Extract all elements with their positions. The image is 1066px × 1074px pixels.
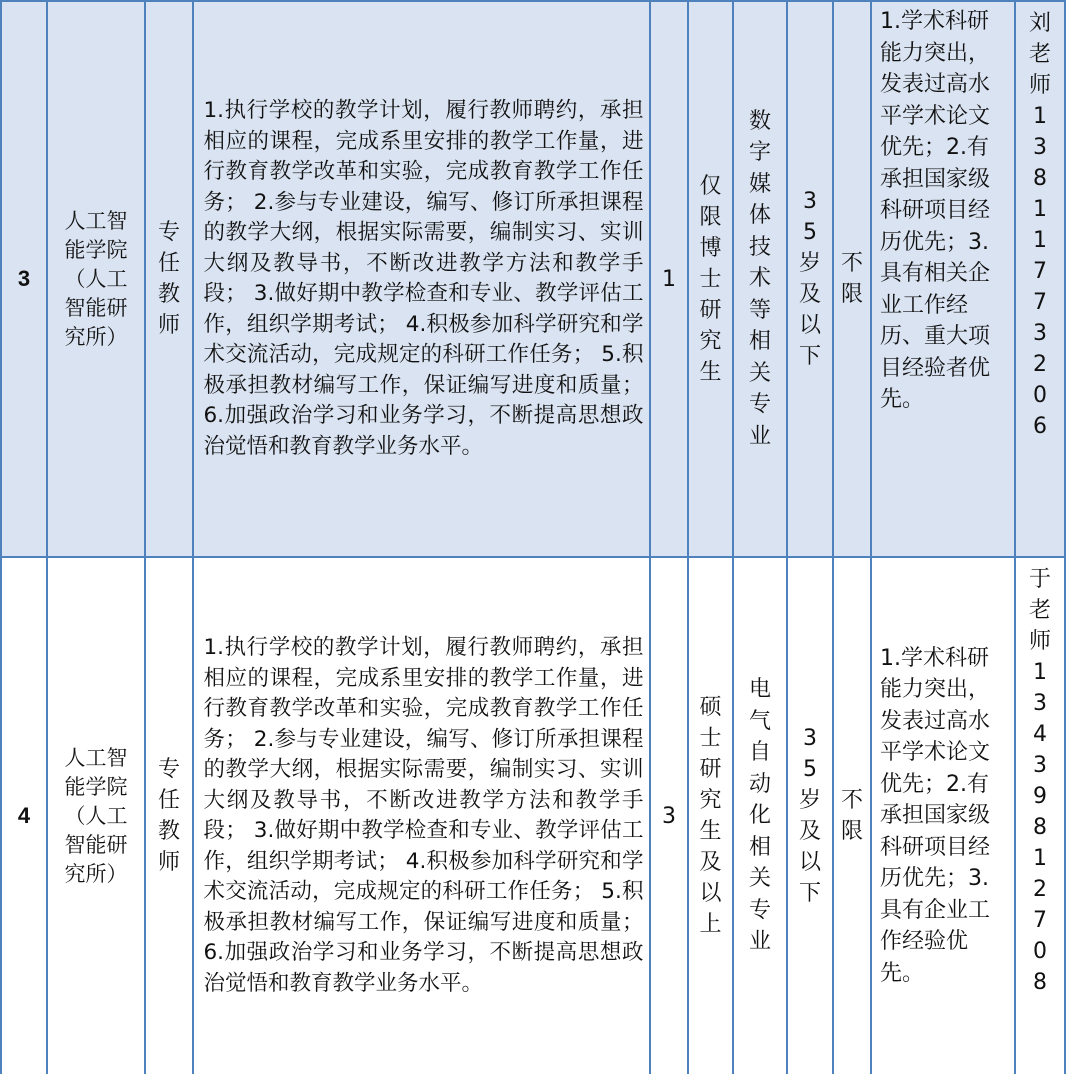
unit-cell [48,558,146,1074]
major-requirement: 电气自动化相关专业 [748,677,771,955]
row-number: 4 [17,803,31,828]
unit-name: 人工智能学院（人工智能研究所） [64,745,128,886]
contact-info: 刘老师13811773206 [1028,11,1051,439]
education-requirement: 硕士研究生及以上 [699,695,722,937]
position-cell [146,558,194,1074]
position-name: 专任教师 [157,757,180,875]
age-cell [788,558,834,1074]
other-limit: 不限 [840,251,863,307]
extra-requirements: 1.学术科研能力突出，发表过高水平学术论文优先；2.有承担国家级科研项目经历优先；3.具有相关企业工作经历、重大项目经验者优先。 [880,9,991,412]
table-row [0,2,1066,556]
row-number-cell [0,2,48,556]
age-requirement: 35岁及以下 [798,189,821,369]
major-cell [734,558,788,1074]
row-number-cell [0,558,48,1074]
education-requirement: 仅限博士研究生 [699,173,722,385]
age-cell [788,2,834,556]
major-cell [734,2,788,556]
table-row [0,556,1066,1074]
requirements-cell [872,2,1016,556]
age-requirement: 35岁及以下 [798,726,821,906]
education-cell [689,558,734,1074]
duties-cell [194,558,651,1074]
other-limit: 不限 [840,788,863,844]
job-duties: 1.执行学校的教学计划，履行教师聘约，承担相应的课程，完成系里安排的教学工作量，进行教育教学改革和实验，完成教育教学工作任务； 2.参与专业建设，编写、修订所承担课程的教学大纲，根据实际需要，编制实习、实训大纲及教导书，不断改进教学方法和教学手段； 3.做好期中教学检查和专业、教学评估工作，组织学期考试； 4.积极参加科学研究和学术交流活动，完成规定的科研工作任务； 5.积极承担教材编写工作，保证编写进度和质量； 6.加强政治学习和业务学习，不断提高思想政治觉悟和教育教学业务水平。 [203,98,644,459]
limit-cell [834,2,872,556]
count-cell [651,558,689,1074]
contact-cell [1016,558,1066,1074]
extra-requirements: 1.学术科研能力突出，发表过高水平学术论文优先；2.有承担国家级科研项目经历优先；3.具有企业工作经验优先。 [880,645,991,986]
contact-info: 于老师13439812708 [1028,567,1051,995]
education-cell [689,2,734,556]
position-cell [146,2,194,556]
major-requirement: 数字媒体技术等相关专业 [748,108,771,449]
contact-cell [1016,2,1066,556]
hiring-count: 3 [662,803,676,829]
unit-cell [48,2,146,556]
position-name: 专任教师 [157,220,180,338]
row-number: 3 [17,266,31,291]
hiring-count: 1 [662,266,676,292]
count-cell [651,2,689,556]
unit-name: 人工智能学院（人工智能研究所） [64,208,128,349]
limit-cell [834,558,872,1074]
duties-cell [194,2,651,556]
requirements-cell [872,558,1016,1074]
job-duties: 1.执行学校的教学计划，履行教师聘约，承担相应的课程，完成系里安排的教学工作量，进行教育教学改革和实验，完成教育教学工作任务； 2.参与专业建设，编写、修订所承担课程的教学大纲，根据实际需要，编制实习、实训大纲及教导书，不断改进教学方法和教学手段； 3.做好期中教学检查和专业、教学评估工作，组织学期考试； 4.积极参加科学研究和学术交流活动，完成规定的科研工作任务； 5.积极承担教材编写工作，保证编写进度和质量； 6.加强政治学习和业务学习，不断提高思想政治觉悟和教育教学业务水平。 [203,635,644,996]
